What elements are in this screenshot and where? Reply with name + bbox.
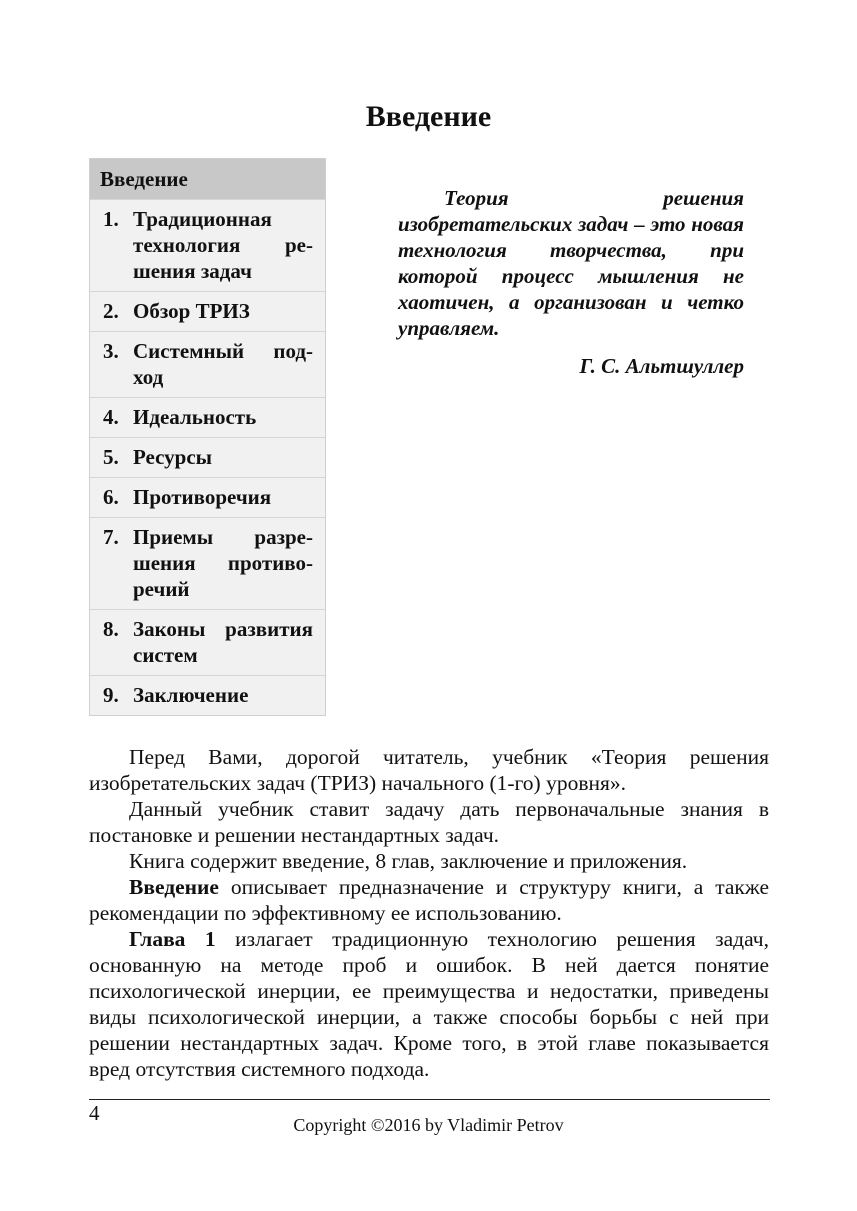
toc-item-label: Противоречия	[133, 485, 272, 509]
toc-item-label: Системный под-ход	[133, 339, 313, 389]
toc-item	[90, 477, 325, 517]
paragraph-lead: Введение	[129, 875, 219, 899]
toc-header: Введение	[90, 159, 325, 199]
toc-item	[90, 609, 325, 675]
epigraph-author: Г. С. Альтшуллер	[579, 354, 744, 378]
toc-item-label: Заключение	[133, 683, 249, 707]
toc-item-number: 3.	[103, 339, 119, 363]
toc-item-number: 4.	[103, 405, 119, 429]
toc-item-number: 8.	[103, 617, 119, 641]
intro-body	[89, 744, 769, 1082]
toc-item-label: Приемы разре-шения противо-речий	[133, 525, 313, 601]
toc-item-number: 5.	[103, 445, 119, 469]
toc-item-number: 2.	[103, 299, 119, 323]
page-number: 4	[89, 1101, 100, 1125]
copyright-notice: Copyright ©2016 by Vladimir Petrov	[293, 1115, 564, 1135]
toc-item-label: Ресурсы	[133, 445, 213, 469]
toc-item	[90, 291, 325, 331]
paragraph: Данный учебник ставит задачу дать первоначальные знания в постановке и решении нестандартных задач.	[89, 797, 769, 847]
page-title: Введение	[365, 100, 492, 133]
paragraph-text: излагает традиционную технологию решения задач, основанную на методе проб и ошибок. В ней дается понятие психологической инерции, ее преимущества и недостатки, приведены виды психологической инерции, а также способы борьбы с ней при решении нестандартных задач. Кроме того, в этой главе показывается вред отсутствия системного подхода.	[89, 927, 769, 1081]
epigraph	[398, 185, 744, 379]
toc-item-label: Идеальность	[133, 405, 257, 429]
paragraph	[89, 874, 769, 926]
toc-item	[90, 675, 325, 715]
toc-item-number: 7.	[103, 525, 119, 549]
toc-item	[90, 517, 325, 609]
toc-item-number: 9.	[103, 683, 119, 707]
epigraph-text: Теория решения изобретательских задач – это новая технология творчества, при которой процесс мышления не хаотичен, а организован и четко управляем.	[398, 186, 744, 340]
toc-item	[90, 397, 325, 437]
toc-item-label: Законы развития систем	[133, 617, 313, 667]
paragraph-lead: Глава 1	[129, 927, 216, 951]
toc-item-label: Обзор ТРИЗ	[133, 299, 250, 323]
chapter-toc	[89, 158, 326, 716]
paragraph-text: описывает предназначение и структуру книги, а также рекомендации по эффективному ее использованию.	[89, 875, 769, 925]
footer-rule	[89, 1099, 770, 1100]
toc-item-number: 6.	[103, 485, 119, 509]
paragraph	[89, 926, 769, 1082]
toc-item-number: 1.	[103, 207, 119, 231]
paragraph: Перед Вами, дорогой читатель, учебник «Теория решения изобретательских задач (ТРИЗ) начального (1-го) уровня».	[89, 745, 769, 795]
toc-item	[90, 199, 325, 291]
paragraph: Книга содержит введение, 8 глав, заключение и приложения.	[129, 849, 688, 873]
toc-item	[90, 331, 325, 397]
toc-item-label: Традиционная технология ре-шения задач	[133, 207, 313, 283]
toc-item	[90, 437, 325, 477]
